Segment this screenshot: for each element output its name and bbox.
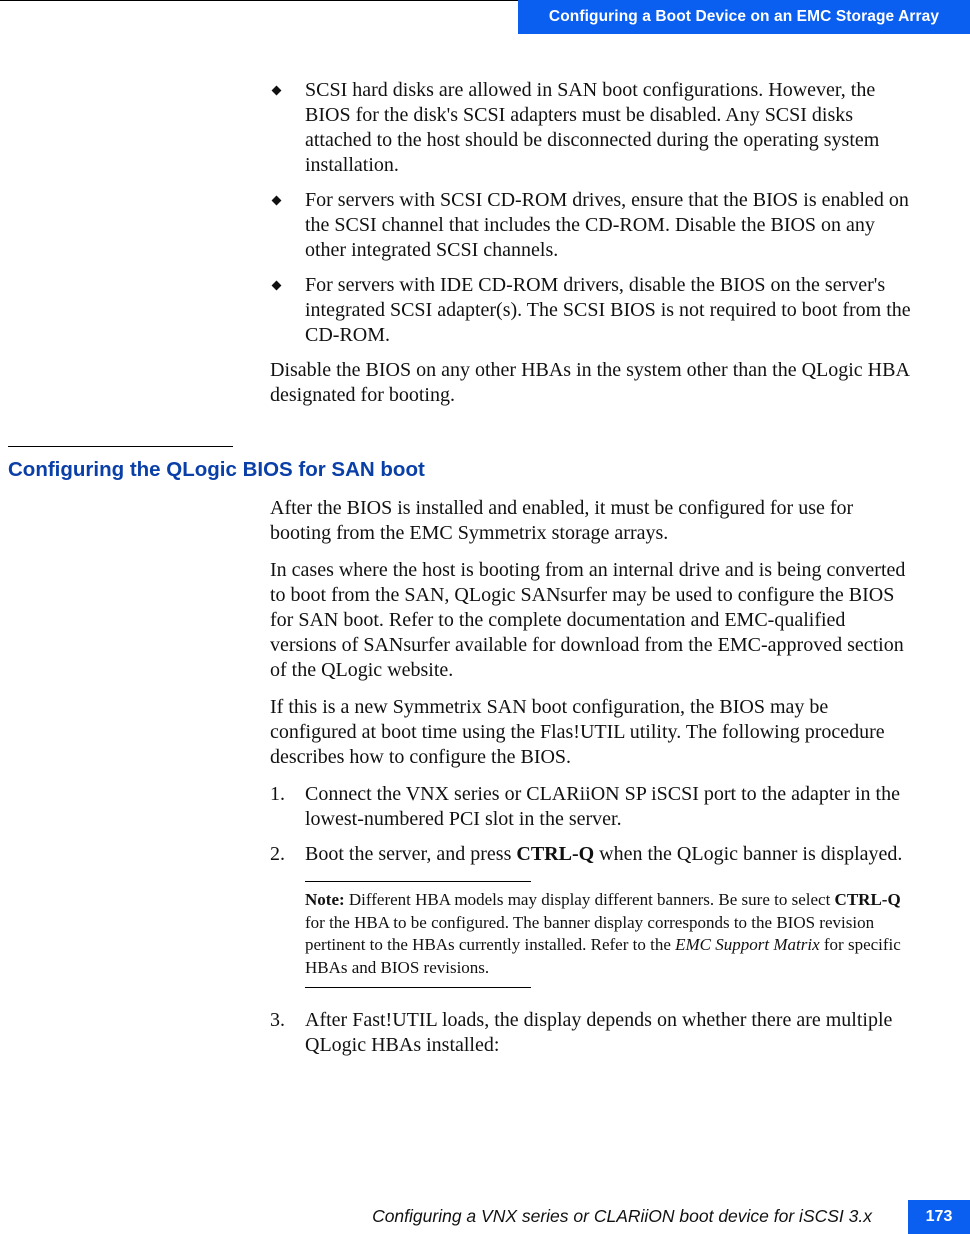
body-paragraph: In cases where the host is booting from an internal drive and is being converted to boot from the SAN, QLogic SANsurfer may be used to configure the BIOS for SAN boot. Refer to the complete documentation and EMC-qualified versions of SANsurfer available for download from the EMC-approved section of the QLogic website. [270,559,906,681]
reference-title: EMC Support Matrix [675,935,820,954]
list-item: For servers with SCSI CD-ROM drives, ensure that the BIOS is enabled on the SCSI channel that includes the CD-ROM. Disable the BIOS on any other integrated SCSI channels. [270,188,915,263]
procedure-step [270,782,915,832]
step-number: 1. [270,783,285,805]
key-combo: CTRL-Q [516,843,595,865]
step-text: After Fast!UTIL loads, the display depends on whether there are multiple QLogic HBAs installed: [305,1009,893,1056]
procedure-step [270,1008,915,1058]
list-item: SCSI hard disks are allowed in SAN boot configurations. However, the BIOS for the disk's SCSI adapters must be disabled. Any SCSI disks attached to the host should be disconnected during the operating system installation. [270,78,915,178]
page-number: 173 [908,1200,970,1234]
bullet-list [270,78,915,420]
header-rule [0,0,522,1]
body-paragraph: If this is a new Symmetrix SAN boot configuration, the BIOS may be configured at boot time using the Flas!UTIL utility. The following procedure describes how to configure the BIOS. [270,696,885,768]
section-body [270,496,915,1068]
note-top-rule [305,881,531,882]
diamond-bullet-icon [272,281,282,291]
step-number: 2. [270,843,285,865]
step-number: 3. [270,1009,285,1031]
note-bottom-rule [305,987,531,988]
body-paragraph: After the BIOS is installed and enabled, it must be configured for use for booting from the EMC Symmetrix storage arrays. [270,497,854,544]
note-label: Note: [305,890,345,909]
note-box: Note: Different HBA models may display different banners. Be sure to select CTRL-Q for the HBA to be configured. The banner display corresponds to the BIOS revision pertinent to the HBAs currently installed. Refer to the EMC Support Matrix for specific HBAs and BIOS revisions. [305,881,915,988]
footer-title: Configuring a VNX series or CLARiiON boot device for iSCSI 3.x [372,1206,872,1226]
list-item: For servers with IDE CD-ROM drivers, disable the BIOS on the server's integrated SCSI adapter(s). The SCSI BIOS is not required to boot from the CD-ROM. [270,273,915,348]
diamond-bullet-icon [272,196,282,206]
body-paragraph: Disable the BIOS on any other HBAs in the system other than the QLogic HBA designated for booting. [270,359,909,406]
step-text: Connect the VNX series or CLARiiON SP iSCSI port to the adapter in the lowest-numbered PCI slot in the server. [305,783,900,830]
section-rule [8,446,233,447]
diamond-bullet-icon [272,86,282,96]
procedure-step: 2. Boot the server, and press CTRL-Q when the QLogic banner is displayed. [270,843,903,865]
chapter-header: Configuring a Boot Device on an EMC Storage Array [518,0,970,34]
section-heading: Configuring the QLogic BIOS for SAN boot [8,458,425,481]
